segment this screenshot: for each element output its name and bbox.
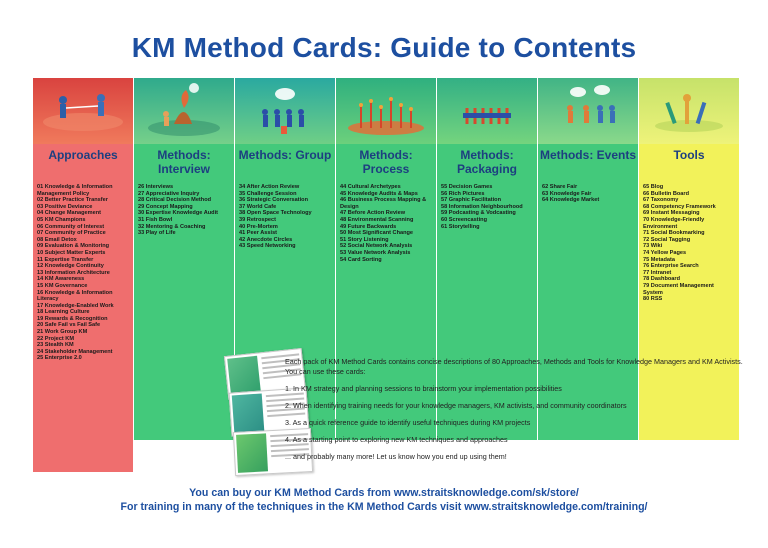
list-item: 22 Project KM xyxy=(37,335,74,342)
column-heading: Methods: Process xyxy=(359,148,413,176)
list-item: 61 Storytelling xyxy=(441,223,480,230)
list-item: 20 Safe Fail vs Fail Safe xyxy=(37,322,101,329)
column-heading: Methods: Events xyxy=(539,148,636,162)
list-item: 26 Interviews xyxy=(138,184,174,190)
list-item: 11 Expertise Transfer xyxy=(37,256,94,263)
column-heading: Methods: Group xyxy=(238,148,332,162)
item-list xyxy=(437,184,537,230)
item-list xyxy=(538,184,638,204)
list-item: 06 Community of Interest xyxy=(37,223,105,230)
training-link-text: For training in many of the techniques in the KM Method Cards visit www.straitsknowledge.com/training/ xyxy=(120,501,648,513)
use-item: 2. When identifying training needs for your knowledge managers, KM activists, and community coordinators xyxy=(285,401,627,410)
list-item: 80 RSS xyxy=(643,296,663,303)
list-item: 34 After Action Review xyxy=(239,184,300,190)
list-item: 48 Environmental Scanning xyxy=(340,216,414,223)
list-item: 17 Knowledge-Enabled Work xyxy=(37,302,114,309)
list-item: 56 Rich Pictures xyxy=(441,190,485,197)
list-item: 03 Positive Deviance xyxy=(37,203,93,210)
list-item: 41 Peer Assist xyxy=(239,230,278,237)
list-item: 42 Anecdote Circles xyxy=(239,236,293,243)
list-item: 40 Pre-Mortem xyxy=(239,223,278,230)
list-item: 70 Knowledge-Friendly Environment xyxy=(643,216,705,230)
list-item: 35 Challenge Session xyxy=(239,190,297,197)
use-item: 4. As a starting point to exploring new KM techniques and approaches xyxy=(285,435,508,444)
list-item: 02 Better Practice Transfer xyxy=(37,197,108,204)
figures-tug-icon xyxy=(33,78,133,144)
list-item: 46 Business Process Mapping & Design xyxy=(340,197,427,210)
list-item: 23 Stealth KM xyxy=(37,342,74,349)
list-item: 53 Value Network Analysis xyxy=(340,249,411,256)
item-list xyxy=(336,184,436,263)
footer xyxy=(0,486,768,514)
list-item: 59 Podcasting & Vodcasting xyxy=(441,210,516,217)
list-item: 79 Document Management System xyxy=(643,282,714,296)
list-item: 43 Speed Networking xyxy=(239,243,296,250)
list-item: 58 Information Neighbourhood xyxy=(441,203,523,210)
group-figures-icon xyxy=(235,78,335,144)
use-item: ... and probably many more! Let us know how you end up using them! xyxy=(285,452,507,461)
list-item: 32 Mentoring & Coaching xyxy=(138,223,206,230)
use-item: 1. In KM strategy and planning sessions to brainstorm your implementation possibilities xyxy=(285,384,562,393)
list-item: 73 Wiki xyxy=(643,243,663,250)
description xyxy=(285,357,755,469)
page-title: KM Method Cards: Guide to Contents xyxy=(131,32,637,63)
list-item: 45 Knowledge Audits & Maps xyxy=(340,190,418,197)
column-heading: Tools xyxy=(673,148,705,162)
list-item: 30 Expertise Knowledge Audit xyxy=(138,210,218,217)
list-item: 44 Cultural Archetypes xyxy=(340,184,401,190)
list-item: 19 Rewards & Recognition xyxy=(37,315,108,322)
list-item: 39 Retrospect xyxy=(239,216,276,223)
list-item: 54 Card Sorting xyxy=(340,256,382,263)
list-item: 75 Metadata xyxy=(643,256,676,263)
list-item: 67 Taxonomy xyxy=(643,197,679,204)
list-item: 28 Critical Decision Method xyxy=(138,197,212,204)
list-item: 62 Share Fair xyxy=(542,184,578,190)
list-item: 12 Knowledge Continuity xyxy=(37,263,104,270)
list-item: 10 Subject Matter Experts xyxy=(37,249,106,256)
column-methods-interview xyxy=(134,78,234,440)
list-item: 09 Evaluation & Monitoring xyxy=(37,243,110,250)
list-item: 60 Screencasting xyxy=(441,216,488,223)
column-approaches xyxy=(33,78,133,472)
item-list xyxy=(235,184,335,250)
list-item: 15 KM Governance xyxy=(37,282,88,289)
list-item: 18 Learning Culture xyxy=(37,309,90,316)
list-item: 68 Competency Framework xyxy=(643,203,716,210)
list-item: 33 Play of Life xyxy=(138,230,176,237)
list-item: 50 Most Significant Change xyxy=(340,230,414,237)
column-heading: Approaches xyxy=(48,148,118,162)
list-item: 16 Knowledge & Information Literacy xyxy=(37,289,113,303)
list-item: 38 Open Space Technology xyxy=(239,210,312,217)
list-item: 25 Enterprise 2.0 xyxy=(37,355,82,362)
list-item: 37 World Cafe xyxy=(239,203,277,210)
bundle-icon xyxy=(437,78,537,144)
list-item: 27 Appreciative Inquiry xyxy=(138,190,200,197)
list-item: 57 Graphic Facilitation xyxy=(441,197,501,204)
store-link-text: You can buy our KM Method Cards from www.straitsknowledge.com/sk/store/ xyxy=(189,487,579,499)
list-item: 13 Information Architecture xyxy=(37,269,110,276)
list-item: 49 Future Backwards xyxy=(340,223,397,230)
list-item: 63 Knowledge Fair xyxy=(542,190,592,197)
list-item: 55 Decision Games xyxy=(441,184,493,190)
event-figures-icon xyxy=(538,78,638,144)
list-item: 64 Knowledge Market xyxy=(542,197,600,204)
list-item: 08 Email Detox xyxy=(37,236,77,243)
column-body xyxy=(134,144,234,440)
column-heading: Methods: Interview xyxy=(157,148,211,176)
list-item: 66 Bulletin Board xyxy=(643,190,690,197)
list-item: 78 Dashboard xyxy=(643,276,680,283)
list-item: 77 Intranet xyxy=(643,269,672,276)
list-item: 52 Social Network Analysis xyxy=(340,243,413,250)
toolkit-icon xyxy=(639,78,739,144)
list-item: 14 KM Awareness xyxy=(37,276,85,283)
list-item: 72 Social Tagging xyxy=(643,236,691,243)
sprouts-icon xyxy=(336,78,436,144)
list-item: 31 Fish Bowl xyxy=(138,216,173,223)
item-list xyxy=(134,184,234,237)
list-item: 69 Instant Messaging xyxy=(643,210,700,217)
use-item: 3. As a quick reference guide to identify useful techniques during KM projects xyxy=(285,418,531,427)
list-item: 05 KM Champions xyxy=(37,216,86,223)
list-item: 76 Enterprise Search xyxy=(643,263,699,270)
column-heading: Methods: Packaging xyxy=(456,148,518,176)
plant-figure-icon xyxy=(134,78,234,144)
column-body xyxy=(33,144,133,472)
list-item: 07 Community of Practice xyxy=(37,230,106,237)
list-item: 51 Story Listening xyxy=(340,236,389,243)
list-item: 04 Change Management xyxy=(37,210,102,217)
item-list xyxy=(33,184,133,362)
list-item: 65 Blog xyxy=(643,184,664,190)
list-item: 21 Work Group KM xyxy=(37,329,88,336)
list-item: 24 Stakeholder Management xyxy=(37,348,113,355)
list-item: 29 Concept Mapping xyxy=(138,203,193,210)
item-list xyxy=(639,184,739,303)
description-intro: Each pack of KM Method Cards contains concise descriptions of 80 Approaches, Methods and Tools for Knowledge Managers and KM Activists. You can use these cards: xyxy=(285,357,743,376)
list-item: 01 Knowledge & Information Management Policy xyxy=(37,184,113,197)
list-item: 36 Strategic Conversation xyxy=(239,197,309,204)
list-item: 71 Social Bookmarking xyxy=(643,230,705,237)
list-item: 47 Before Action Review xyxy=(340,210,406,217)
list-item: 74 Yellow Pages xyxy=(643,249,687,256)
